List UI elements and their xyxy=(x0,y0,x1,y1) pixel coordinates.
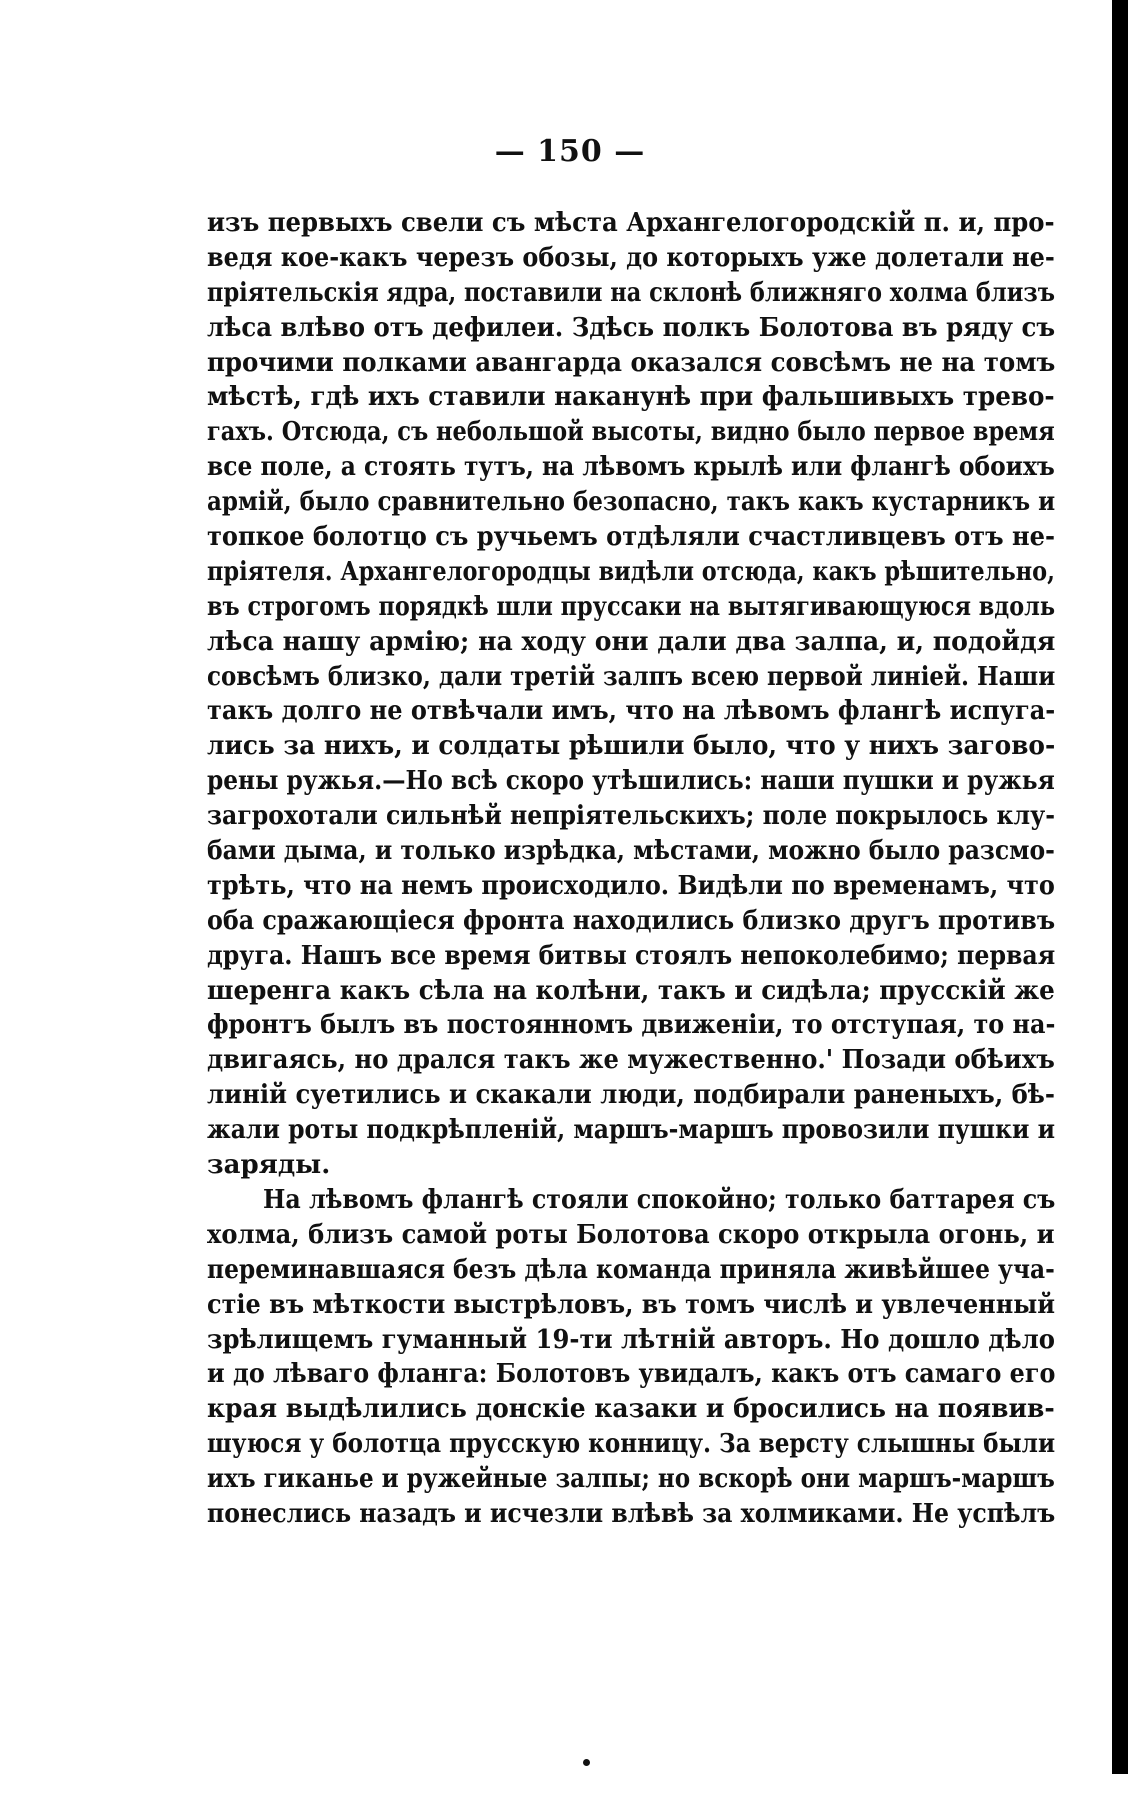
paragraph xyxy=(207,1183,1055,1532)
text-line: линій суетились и скакали люди, подбирали раненыхъ, бѣ- xyxy=(207,1080,1055,1111)
text-line: загрохотали сильнѣй непріятельскихъ; поле покрылось клу- xyxy=(207,801,1056,832)
text-line: трѣть, что на немъ происходило. Видѣли по временамъ, что xyxy=(207,870,1055,901)
text-line: пріятеля. Архангелогородцы видѣли отсюда, какъ рѣшительно, xyxy=(207,556,1055,587)
text-line: переминавшаяся безъ дѣла команда приняла живѣйшее уча- xyxy=(207,1254,1055,1285)
text-line: изъ первыхъ свели съ мѣста Архангелогородскій п. и, про- xyxy=(207,208,1055,238)
paragraph xyxy=(207,206,1055,1183)
text-line: все поле, а стоять тутъ, на лѣвомъ крылѣ или флангѣ обоихъ xyxy=(207,452,1055,483)
text-line: гахъ. Отсюда, съ небольшой высоты, видно было первое время xyxy=(207,417,1055,448)
text-line: жали роты подкрѣпленій, маршъ-маршъ провозили пушки и xyxy=(207,1115,1056,1146)
page-number: — 150 — xyxy=(494,134,646,169)
text-line: зрѣлищемъ гуманный 19-ти лѣтній авторъ. Но дошло дѣло xyxy=(207,1324,1055,1355)
text-line: На лѣвомъ флангѣ стояли спокойно; только баттарея съ xyxy=(263,1184,1056,1215)
text-line: холма, близъ самой роты Болотова скоро открыла огонь, и xyxy=(207,1219,1055,1250)
text-line: заряды. xyxy=(207,1150,331,1181)
text-line: лись за нихъ, и солдаты рѣшили было, что у нихъ загово- xyxy=(207,731,1056,762)
text-line: шуюся у болотца прусскую конницу. За версту слышны были xyxy=(207,1429,1056,1460)
text-line: въ строгомъ порядкѣ шли пруссаки на вытягивающуюся вдоль xyxy=(207,591,1056,622)
text-line: прочими полками авангарда оказался совсѣмъ не на томъ xyxy=(207,347,1056,378)
text-line: ведя кое-какъ черезъ обозы, до которыхъ уже долетали не- xyxy=(207,242,1055,273)
text-line: шеренга какъ сѣла на колѣни, такъ и сидѣла; прусскій же xyxy=(207,975,1055,1006)
text-line: армій, было сравнительно безопасно, такъ какъ кустарникъ и xyxy=(207,487,1056,518)
text-line: бами дыма, и только изрѣдка, мѣстами, можно было разсмо- xyxy=(207,836,1055,867)
scan-edge-bar xyxy=(1112,0,1128,1808)
text-line: совсѣмъ близко, дали третій залпъ всею первой линіей. Наши xyxy=(207,661,1056,692)
text-line: топкое болотцо съ ручьемъ отдѣляли счастливцевъ отъ не- xyxy=(207,522,1055,553)
text-line: пріятельскія ядра, поставили на склонѣ ближняго холма близъ xyxy=(207,277,1056,308)
body-text xyxy=(207,206,1055,1532)
text-line: мѣстѣ, гдѣ ихъ ставили наканунѣ при фальшивыхъ трево- xyxy=(207,382,1055,413)
scan-edge-gap xyxy=(1112,1774,1128,1808)
text-line: рены ружья.—Но всѣ скоро утѣшились: наши пушки и ружья xyxy=(207,766,1055,797)
ink-dot xyxy=(583,1759,590,1766)
text-line: оба сражающіеся фронта находились близко другъ противъ xyxy=(207,905,1056,936)
text-line: лѣса влѣво отъ дефилеи. Здѣсь полкъ Болотова въ ряду съ xyxy=(207,312,1056,343)
text-line: такъ долго не отвѣчали имъ, что на лѣвомъ флангѣ испуга- xyxy=(207,696,1056,727)
text-line: края выдѣлились донскіе казаки и бросились на появив- xyxy=(207,1394,1055,1425)
text-line: фронтъ былъ въ постоянномъ движеніи, то отступая, то на- xyxy=(207,1010,1056,1041)
text-line: стіе въ мѣткости выстрѣловъ, въ томъ числѣ и увлеченный xyxy=(207,1289,1055,1320)
text-line: друга. Нашъ все время битвы стоялъ непоколебимо; первая xyxy=(207,940,1056,971)
text-line: двигаясь, но дрался такъ же мужественно.' Позади обѣихъ xyxy=(207,1045,1055,1076)
text-line: ихъ гиканье и ружейные залпы; но вскорѣ они маршъ-маршъ xyxy=(207,1464,1055,1495)
text-line: и до лѣваго фланга: Болотовъ увидалъ, какъ отъ самаго его xyxy=(207,1359,1056,1390)
text-line: понеслись назадъ и исчезли влѣвѣ за холмиками. Не успѣлъ xyxy=(207,1498,1056,1529)
text-line: лѣса нашу армію; на ходу они дали два залпа, и, подойдя xyxy=(207,626,1056,657)
